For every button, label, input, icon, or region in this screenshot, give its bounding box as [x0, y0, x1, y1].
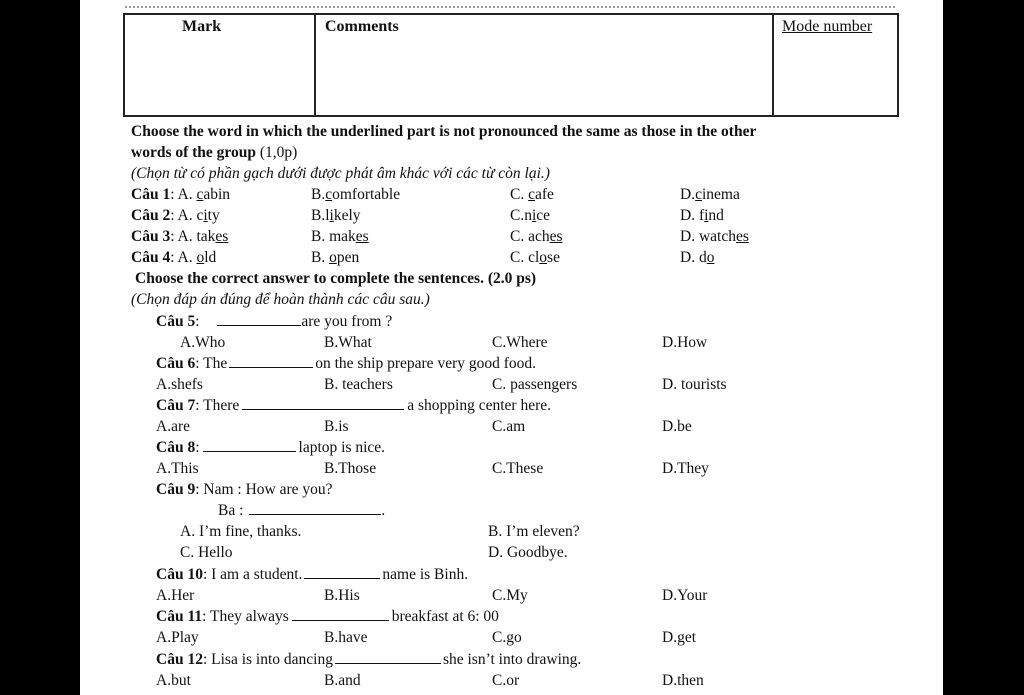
- q7-option-d: D.be: [662, 418, 692, 435]
- q3-option-d: D. watches: [680, 228, 749, 245]
- q7-option-b: B.is: [324, 418, 349, 435]
- q1-option-c: C. cafe: [510, 186, 554, 203]
- q9-label: Câu 9: [156, 481, 196, 498]
- question-4: Câu 4: A. old: [131, 249, 217, 266]
- q4-option-a: A. old: [177, 249, 217, 266]
- section1-note: (Chọn từ có phần gạch dưới được phát âm khác với các từ còn lại.): [131, 165, 550, 182]
- mark-header: Mark: [182, 18, 222, 35]
- q11-option-d: D.get: [662, 629, 697, 646]
- q5-option-b: B.What: [324, 334, 372, 351]
- q3-option-b: B. makes: [311, 228, 369, 245]
- q5-blank: [217, 313, 301, 326]
- q9-option-d: D. Goodbye.: [488, 544, 568, 561]
- q10-label: Câu 10: [156, 566, 203, 583]
- q2-option-d: D. find: [680, 207, 724, 224]
- q6-label: Câu 6: [156, 355, 196, 372]
- q8-option-c: C.These: [492, 460, 544, 477]
- q7-label: Câu 7: [156, 397, 196, 414]
- mode-number-header: Mode number: [782, 18, 873, 35]
- table-divider: [772, 15, 774, 115]
- q12-option-c: C.or: [492, 672, 520, 689]
- section2-heading: Choose the correct answer to complete the sentences. (2.0 ps): [135, 270, 537, 287]
- q4-option-d: D. do: [680, 249, 715, 266]
- q8-option-a: A.This: [156, 460, 199, 477]
- question-6: Câu 6: The on the ship prepare very good food.: [156, 355, 537, 372]
- q2-option-b: B.likely: [311, 207, 361, 224]
- question-11: Câu 11: They always breakfast at 6: 00: [156, 608, 499, 625]
- q5-option-d: D.How: [662, 334, 708, 351]
- q6-option-b: B. teachers: [324, 376, 393, 393]
- q9-option-a: A. I’m fine, thanks.: [180, 523, 302, 540]
- q3-option-c: C. aches: [510, 228, 563, 245]
- q6-blank: [229, 355, 313, 368]
- q8-blank: [203, 439, 296, 452]
- q4-option-c: C. close: [510, 249, 560, 266]
- question-12: Câu 12: Lisa is into dancing she isn’t into drawing.: [156, 651, 582, 668]
- q9-option-c: C. Hello: [180, 544, 233, 561]
- q4-option-b: B. open: [311, 249, 360, 266]
- q12-option-b: B.and: [324, 672, 361, 689]
- q7-option-a: A.are: [156, 418, 190, 435]
- q9-blank: [249, 502, 381, 515]
- q1-option-b: B.comfortable: [311, 186, 401, 203]
- section1-heading-line1: Choose the word in which the underlined part is not pronounced the same as those in the other: [131, 123, 757, 140]
- q6-option-a: A.shefs: [156, 376, 203, 393]
- q11-option-a: A.Play: [156, 629, 199, 646]
- question-10: Câu 10: I am a student. name is Binh.: [156, 566, 469, 583]
- q9-option-b: B. I’m eleven?: [488, 523, 580, 540]
- q8-option-d: D.They: [662, 460, 709, 477]
- question-5: Câu 5: are you from ?: [156, 313, 393, 330]
- worksheet-page: [80, 0, 943, 695]
- q10-blank: [304, 566, 380, 579]
- question-1: Câu 1: A. cabin: [131, 186, 231, 203]
- q10-option-c: C.My: [492, 587, 528, 604]
- q7-option-c: C.am: [492, 418, 526, 435]
- score-table: [123, 13, 899, 117]
- q7-blank: [242, 397, 404, 410]
- q8-label: Câu 8: [156, 439, 196, 456]
- section2-note: (Chọn đáp án đúng để hoàn thành các câu sau.): [131, 291, 430, 308]
- question-7: Câu 7: There a shopping center here.: [156, 397, 551, 414]
- q6-option-c: C. passengers: [492, 376, 578, 393]
- q3-label: Câu 3: [131, 228, 171, 245]
- q5-label: Câu 5: [156, 313, 196, 330]
- q1-label: Câu 1: [131, 186, 171, 203]
- section1-points: (1,0p): [259, 144, 298, 161]
- q1-option-d: D.cinema: [680, 186, 740, 203]
- q11-label: Câu 11: [156, 608, 203, 625]
- q5-option-c: C.Where: [492, 334, 548, 351]
- q12-option-d: D.then: [662, 672, 704, 689]
- q2-option-a: A. city: [177, 207, 220, 224]
- section1-heading-text: words of the group: [131, 144, 257, 161]
- dotted-divider: [125, 6, 895, 8]
- q3-option-a: A. takes: [177, 228, 229, 245]
- question-9: Câu 9: Nam : How are you?: [156, 481, 333, 498]
- q12-label: Câu 12: [156, 651, 203, 668]
- q11-option-c: C.go: [492, 629, 522, 646]
- q12-option-a: A.but: [156, 672, 191, 689]
- q5-option-a: A.Who: [180, 334, 226, 351]
- q2-option-c: C.nice: [510, 207, 551, 224]
- q2-label: Câu 2: [131, 207, 171, 224]
- q4-label: Câu 4: [131, 249, 171, 266]
- q10-option-d: D.Your: [662, 587, 708, 604]
- question-8: Câu 8: laptop is nice.: [156, 439, 386, 456]
- q6-option-d: D. tourists: [662, 376, 727, 393]
- q8-option-b: B.Those: [324, 460, 377, 477]
- q11-option-b: B.have: [324, 629, 368, 646]
- q10-option-a: A.Her: [156, 587, 195, 604]
- q11-blank: [292, 608, 389, 621]
- q9-answer-line: Ba : .: [218, 502, 386, 519]
- comments-header: Comments: [325, 18, 399, 35]
- q1-option-a: A. cabin: [177, 186, 231, 203]
- question-2: Câu 2: A. city: [131, 207, 220, 224]
- question-3: Câu 3: A. takes: [131, 228, 229, 245]
- section1-heading-line2: [131, 144, 297, 162]
- q10-option-b: B.His: [324, 587, 360, 604]
- q12-blank: [335, 651, 441, 664]
